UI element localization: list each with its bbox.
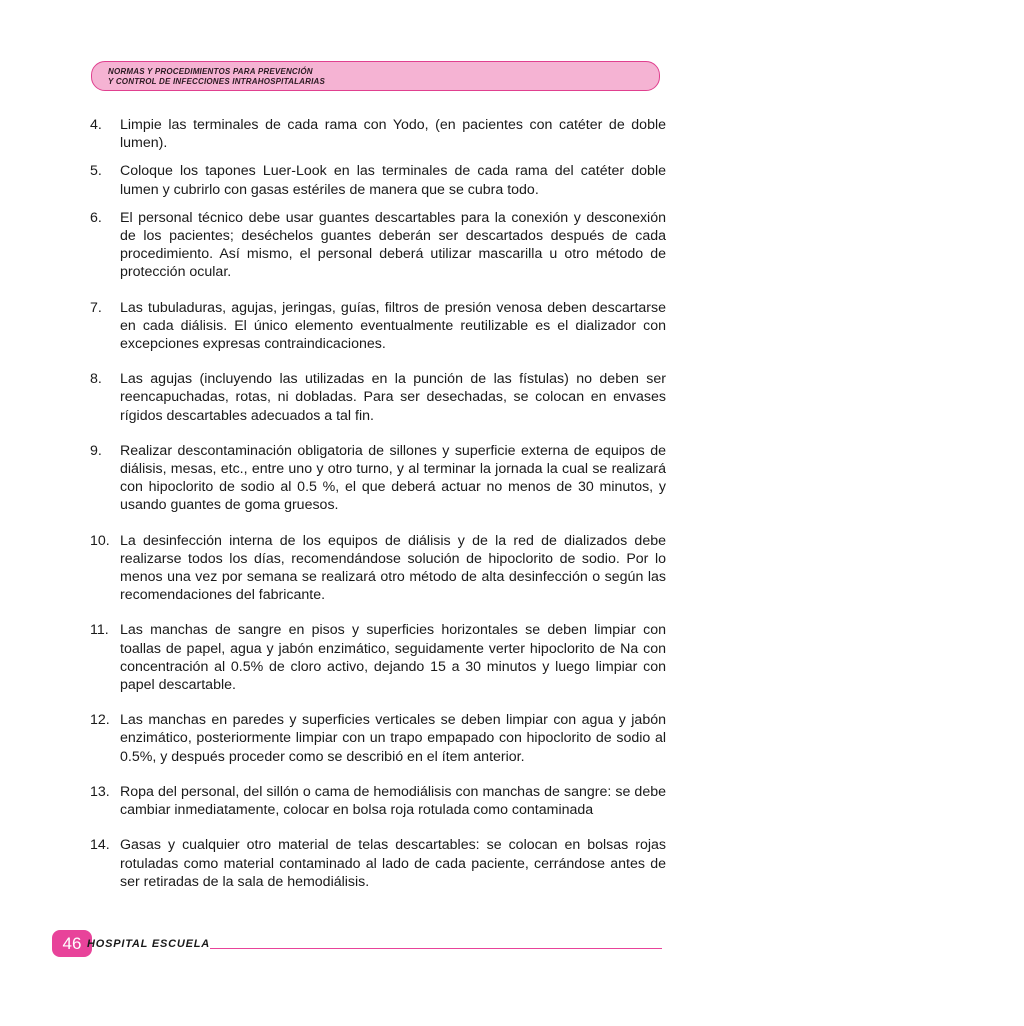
item-number: 8. bbox=[90, 371, 102, 388]
page-number-badge: 46 bbox=[52, 930, 92, 957]
item-number: 11. bbox=[90, 622, 109, 639]
list-item bbox=[86, 370, 666, 425]
footer-divider bbox=[210, 948, 662, 949]
footer-hospital-label: HOSPITAL ESCUELA bbox=[87, 938, 211, 950]
list-item bbox=[86, 442, 666, 515]
item-text: Las manchas de sangre en pisos y superficies horizontales se deben limpiar con toallas de papel, agua y jabón enzimático, seguidamente verter hipoclorito de Na con concentración al 0.5% de cloro activo, dejando 15 a 30 minutos y luego limpiar con papel descartable. bbox=[120, 622, 666, 694]
item-text: Realizar descontaminación obligatoria de sillones y superficie externa de equipos de diálisis, mesas, etc., entre uno y otro turno, y al terminar la jornada la cual se realizará con hipoclorito de sodio al 0.5 %, el que deberá actuar no menos de 30 minutos, y usando guantes de goma gruesos. bbox=[120, 442, 666, 514]
header-banner bbox=[91, 61, 660, 91]
item-number: 5. bbox=[90, 163, 102, 180]
item-text: Ropa del personal, del sillón o cama de hemodiálisis con manchas de sangre: se debe cambiar inmediatamente, colocar en bolsa roja rotulada como contaminada bbox=[120, 783, 666, 819]
item-text: Limpie las terminales de cada rama con Yodo, (en pacientes con catéter de doble lumen). bbox=[120, 117, 666, 152]
item-text: Las tubuladuras, agujas, jeringas, guías, filtros de presión venosa deben descartarse en cada diálisis. El único elemento eventualmente reutilizable es el dializador con excepciones expresas contraindicaciones. bbox=[120, 299, 666, 353]
item-number: 6. bbox=[90, 209, 102, 226]
header-title-line-1: NORMAS Y PROCEDIMIENTOS PARA PREVENCIÓN bbox=[108, 67, 313, 76]
item-text: La desinfección interna de los equipos de diálisis y de la red de dializados debe realizarse todos los días, recomendándose solución de hipoclorito de sodio. Por lo menos una vez por semana se realizará otro método de alta desinfección o según las recomendaciones del fabricante. bbox=[120, 532, 666, 604]
item-number: 9. bbox=[90, 442, 102, 459]
procedure-list bbox=[86, 116, 666, 891]
item-number: 12. bbox=[90, 712, 110, 729]
item-number: 14. bbox=[90, 837, 110, 854]
header-title-line-2: Y CONTROL DE INFECCIONES INTRAHOSPITALARIAS bbox=[108, 77, 326, 86]
list-item bbox=[86, 783, 666, 819]
item-number: 10. bbox=[90, 532, 110, 549]
list-item bbox=[86, 532, 666, 605]
list-item bbox=[86, 621, 666, 694]
list-item bbox=[86, 711, 666, 766]
list-item bbox=[86, 116, 666, 152]
item-text: Gasas y cualquier otro material de telas descartables: se colocan en bolsas rojas rotuladas como material contaminado al lado de cada paciente, cerrándose antes de ser retiradas de la sala de hemodiálisis. bbox=[120, 837, 666, 890]
item-text: Las manchas en paredes y superficies verticales se deben limpiar con agua y jabón enzimático, posteriormente limpiar con un trapo empapado con hipoclorito de sodio al 0.5%, y después proceder como se describió en el ítem anterior. bbox=[120, 712, 666, 765]
item-text: Coloque los tapones Luer-Look en las terminales de cada rama del catéter doble lumen y cubrirlo con gasas estériles de manera que se cubra todo. bbox=[120, 163, 666, 198]
list-item bbox=[86, 162, 666, 198]
item-number: 7. bbox=[90, 299, 102, 316]
list-item bbox=[86, 299, 666, 354]
item-text: El personal técnico debe usar guantes descartables para la conexión y desconexión de los pacientes; deséchelos guantes deberán ser descartados después de cada procedimiento. Así mismo, el personal deberá utilizar mascarilla u otro método de protección ocular. bbox=[120, 209, 666, 281]
list-item bbox=[86, 209, 666, 282]
item-text: Las agujas (incluyendo las utilizadas en la punción de las fístulas) no deben ser reencapuchadas, rotas, ni dobladas. Para ser desechadas, se colocan en envases rígidos descartables adecuados a tal fin. bbox=[120, 371, 666, 424]
item-number: 13. bbox=[90, 783, 110, 800]
item-number: 4. bbox=[90, 117, 102, 133]
list-item bbox=[86, 836, 666, 891]
